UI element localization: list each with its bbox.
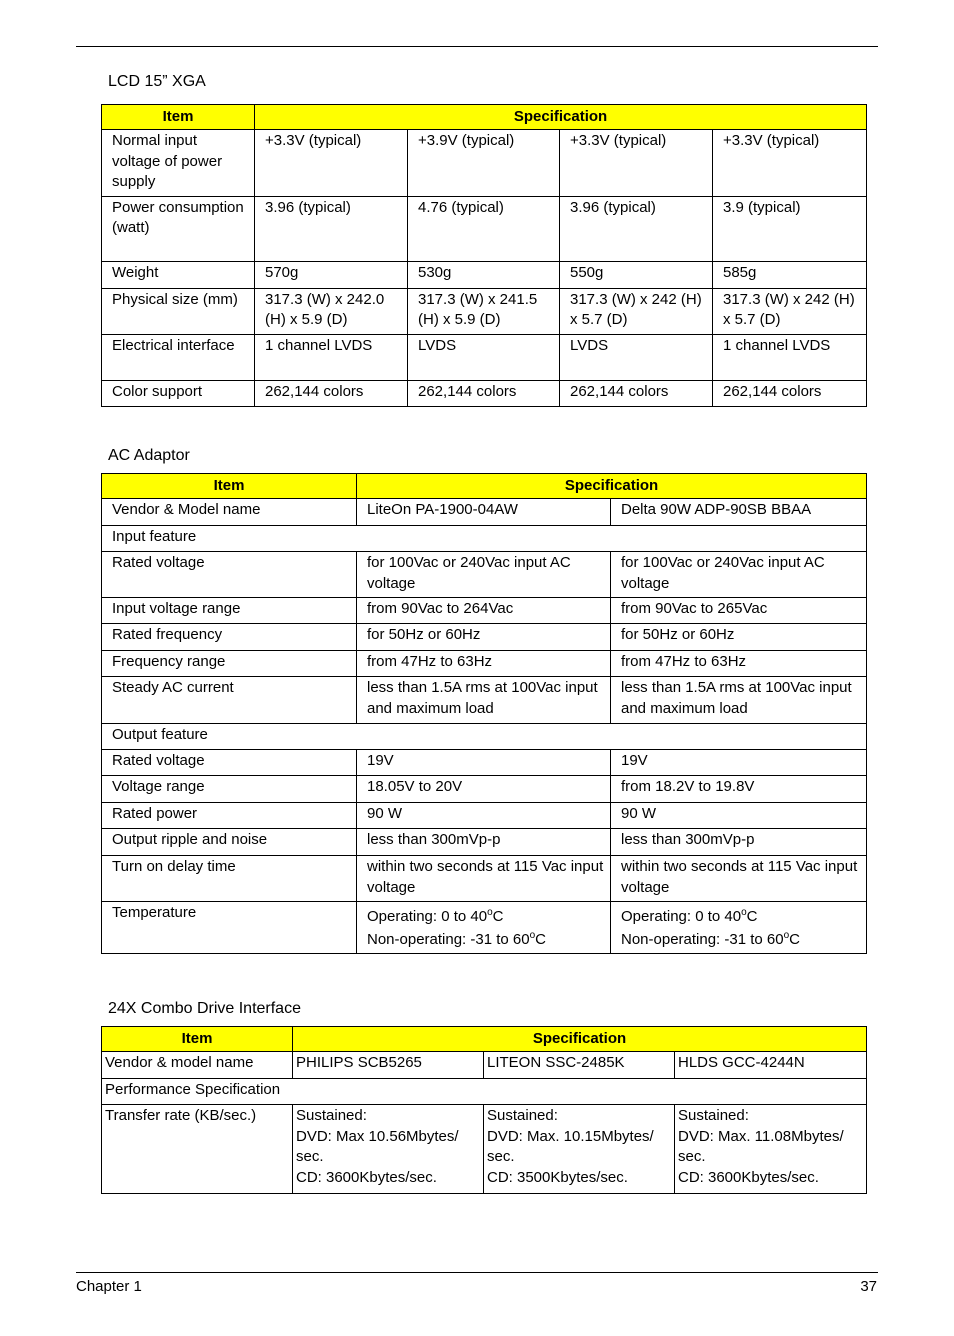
combo-section-title: 24X Combo Drive Interface xyxy=(108,1000,301,1017)
spec-cell: 317.3 (W) x 242 (H) x 5.7 (D) xyxy=(570,290,702,328)
item-header: Item xyxy=(102,474,357,499)
operating-temp: Operating: 0 to 40$^o$C xyxy=(367,907,504,925)
table-row xyxy=(102,1105,867,1194)
temperature-cell xyxy=(357,902,610,953)
performance-label: Performance Specification xyxy=(105,1081,281,1098)
footer-chapter: Chapter 1 xyxy=(76,1278,142,1295)
row-label: Input voltage range xyxy=(112,600,241,617)
combo-spec-table xyxy=(101,1026,867,1194)
spec-cell: 19V xyxy=(367,752,394,769)
item-header: Item xyxy=(102,1027,293,1052)
spec-cell: 1 channel LVDS xyxy=(265,336,373,354)
spec-cell: less than 1.5A rms at 100Vac input and maximum load xyxy=(367,679,598,717)
row-label: Voltage range xyxy=(112,778,205,795)
table-row xyxy=(102,288,867,334)
spec-cell: HLDS GCC-4244N xyxy=(678,1054,805,1071)
spec-cell: Delta 90W ADP-90SB BBAA xyxy=(621,501,812,518)
spec-cell: from 18.2V to 19.8V xyxy=(621,778,755,795)
spec-cell: +3.3V (typical) xyxy=(265,132,362,149)
ac-spec-table xyxy=(101,473,867,954)
table-row xyxy=(102,196,867,261)
spec-cell: LITEON SSC-2485K xyxy=(487,1054,625,1071)
spec-cell: 317.3 (W) x 241.5 (H) x 5.9 (D) xyxy=(418,290,538,328)
spec-cell: 262,144 colors xyxy=(418,382,517,400)
spec-cell: LiteOn PA-1900-04AW xyxy=(367,501,518,518)
table-row xyxy=(102,677,867,724)
specification-header: Specification xyxy=(255,105,867,130)
table-row xyxy=(102,380,867,406)
ac-section-title: AC Adaptor xyxy=(108,447,190,464)
table-row xyxy=(102,552,867,598)
spec-cell: for 100Vac or 240Vac input AC voltage xyxy=(367,554,571,592)
operating-temp: Operating: 0 to 40$^o$C xyxy=(621,907,758,925)
row-label: Electrical interface xyxy=(112,336,235,354)
spec-cell: PHILIPS SCB5265 xyxy=(296,1054,422,1071)
spec-cell: 262,144 colors xyxy=(723,382,822,400)
spec-cell: from 90Vac to 264Vac xyxy=(367,600,514,617)
spec-cell: +3.9V (typical) xyxy=(418,132,515,149)
row-label: Frequency range xyxy=(112,653,226,670)
table-row xyxy=(102,776,867,803)
non-operating-temp: Non-operating: -31 to 60$^o$C xyxy=(367,930,547,948)
spec-cell: less than 300mVp-p xyxy=(367,831,501,848)
table-row xyxy=(102,829,867,856)
spec-cell: +3.3V (typical) xyxy=(723,132,820,149)
row-label: Transfer rate (KB/sec.) xyxy=(105,1107,257,1124)
spec-cell: Sustained: DVD: Max. 10.15Mbytes/ sec. CD: 3500Kbytes/sec. xyxy=(487,1107,654,1186)
row-label: Physical size (mm) xyxy=(112,290,238,308)
spec-cell: 19V xyxy=(621,752,648,769)
row-label: Vendor & model name xyxy=(105,1054,254,1071)
row-label: Color support xyxy=(112,382,203,400)
section-row xyxy=(102,724,867,750)
input-feature-label: Input feature xyxy=(112,528,197,545)
table-row xyxy=(102,130,867,197)
spec-cell: Sustained: DVD: Max 10.56Mbytes/ sec. CD: 3600Kbytes/sec. xyxy=(296,1107,459,1186)
row-label: Rated voltage xyxy=(112,752,205,769)
spec-cell: 3.96 (typical) xyxy=(265,198,351,216)
row-label: Power consumption (watt) xyxy=(112,198,244,236)
spec-cell: less than 1.5A rms at 100Vac input and maximum load xyxy=(621,679,852,717)
spec-cell: from 90Vac to 265Vac xyxy=(621,600,768,617)
spec-cell: 18.05V to 20V xyxy=(367,778,463,795)
section-row xyxy=(102,1079,867,1105)
spec-cell: 570g xyxy=(265,263,299,281)
table-row xyxy=(102,261,867,288)
spec-cell: 3.9 (typical) xyxy=(723,198,801,216)
item-header: Item xyxy=(102,105,255,130)
row-label: Weight xyxy=(112,263,159,281)
table-row xyxy=(102,750,867,776)
spec-cell: Sustained: DVD: Max. 11.08Mbytes/ sec. CD: 3600Kbytes/sec. xyxy=(678,1107,844,1186)
spec-cell: for 50Hz or 60Hz xyxy=(367,626,481,643)
table-row xyxy=(102,1052,867,1079)
spec-cell: 90 W xyxy=(367,805,403,822)
specification-header: Specification xyxy=(293,1027,867,1052)
spec-cell: within two seconds at 115 Vac input voltage xyxy=(367,858,604,896)
row-label: Steady AC current xyxy=(112,679,234,696)
specification-header: Specification xyxy=(357,474,867,499)
table-row xyxy=(102,856,867,902)
table-header-row xyxy=(102,105,867,130)
spec-cell: 4.76 (typical) xyxy=(418,198,504,216)
spec-cell: 317.3 (W) x 242.0 (H) x 5.9 (D) xyxy=(265,290,385,328)
header-rule xyxy=(76,46,878,47)
row-label: Output ripple and noise xyxy=(112,831,268,848)
spec-cell: 90 W xyxy=(621,805,657,822)
spec-cell: within two seconds at 115 Vac input voltage xyxy=(621,858,858,896)
output-feature-label: Output feature xyxy=(112,726,208,743)
row-label: Normal input voltage of power supply xyxy=(112,132,223,190)
row-label: Rated voltage xyxy=(112,554,205,571)
spec-cell: 262,144 colors xyxy=(265,382,364,400)
section-row xyxy=(102,526,867,552)
spec-cell: 530g xyxy=(418,263,452,281)
spec-cell: 585g xyxy=(723,263,757,281)
table-row xyxy=(102,499,867,526)
spec-cell: 3.96 (typical) xyxy=(570,198,656,216)
spec-cell: 262,144 colors xyxy=(570,382,669,400)
table-row xyxy=(102,624,867,651)
row-label: Rated frequency xyxy=(112,626,223,643)
spec-cell: from 47Hz to 63Hz xyxy=(367,653,493,670)
non-operating-temp: Non-operating: -31 to 60$^o$C xyxy=(621,930,801,948)
table-header-row xyxy=(102,474,867,499)
spec-cell: LVDS xyxy=(418,336,457,354)
row-label: Vendor & Model name xyxy=(112,501,261,518)
row-label: Rated power xyxy=(112,805,198,822)
table-header-row xyxy=(102,1027,867,1052)
footer-page-number: 37 xyxy=(860,1278,877,1295)
spec-cell: for 50Hz or 60Hz xyxy=(621,626,735,643)
table-row xyxy=(102,651,867,677)
row-label: Temperature xyxy=(112,904,197,921)
lcd-section-title: LCD 15” XGA xyxy=(108,73,206,90)
spec-cell: from 47Hz to 63Hz xyxy=(621,653,747,670)
spec-cell: less than 300mVp-p xyxy=(621,831,755,848)
spec-cell: 317.3 (W) x 242 (H) x 5.7 (D) xyxy=(723,290,855,328)
footer-rule xyxy=(76,1272,878,1273)
spec-cell: 550g xyxy=(570,263,604,281)
table-row xyxy=(102,598,867,624)
table-row xyxy=(102,334,867,380)
spec-cell: +3.3V (typical) xyxy=(570,132,667,149)
table-row xyxy=(102,803,867,829)
temperature-cell xyxy=(611,902,866,953)
spec-cell: LVDS xyxy=(570,336,609,354)
lcd-spec-table xyxy=(101,104,867,407)
row-label: Turn on delay time xyxy=(112,858,236,875)
spec-cell: 1 channel LVDS xyxy=(723,336,831,354)
table-row xyxy=(102,902,867,954)
spec-cell: for 100Vac or 240Vac input AC voltage xyxy=(621,554,825,592)
